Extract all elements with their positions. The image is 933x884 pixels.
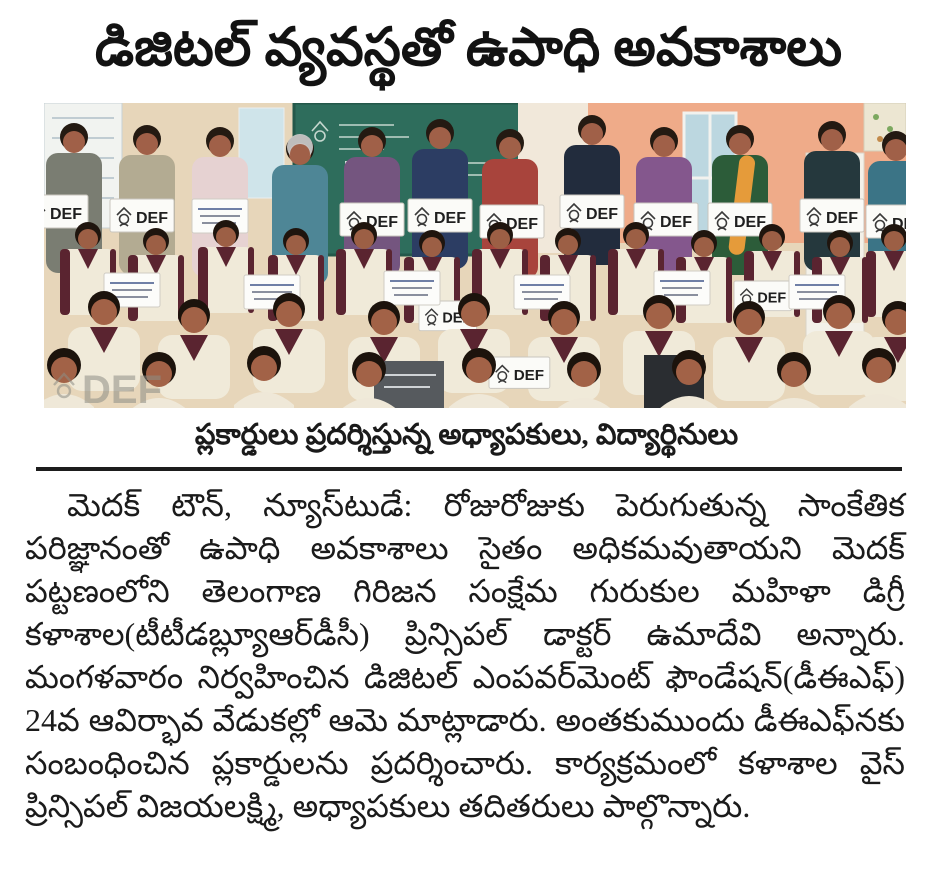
- section-divider: [36, 467, 902, 471]
- photo-caption: ప్లకార్డులు ప్రదర్శిస్తున్న అధ్యాపకులు, విద్యార్థినులు: [194, 418, 739, 451]
- article-headline: డిజిటల్ వ్యవస్థతో ఉపాధి అవకాశాలు: [94, 19, 843, 77]
- news-photo-illustration: [44, 103, 906, 408]
- news-photo: [44, 103, 906, 408]
- face: [290, 144, 310, 164]
- article-body: మెదక్ టౌన్, న్యూస్‌టుడే: రోజురోజుకు పెరుగుతున్న సాంకేతిక పరిజ్ఞానంతో ఉపాధి అవకాశాలు సైతం అధికమవుతాయని మెదక్ పట్టణంలోని తెలంగాణ గిరిజన సంక్షేమ గురుకుల మహిళా డిగ్రీ కళాశాల(టీటీడబ్ల్యూఆర్‌డీసీ) ప్రిన్సిపల్ డాక్టర్ ఉమాదేవి అన్నారు. మంగళవారం నిర్వహించిన డిజిటల్ ఎంపవర్‌మెంట్ ఫౌండేషన్(డీఈఎఫ్) 24వ ఆవిర్భావ వేడుకల్లో ఆమె మాట్లాడారు. అంతకుముందు డీఈఎఫ్‌నకు సంబంధించిన ప్లకార్డులను ప్రదర్శించారు. కార్యక్రమంలో కళాశాల వైస్ ప్రిన్సిపల్ విజయలక్ష్మి, అధ్యాపకులు తదితరులు పాల్గొన్నారు.: [25, 486, 905, 824]
- watermark-def-text: DEF: [82, 367, 162, 408]
